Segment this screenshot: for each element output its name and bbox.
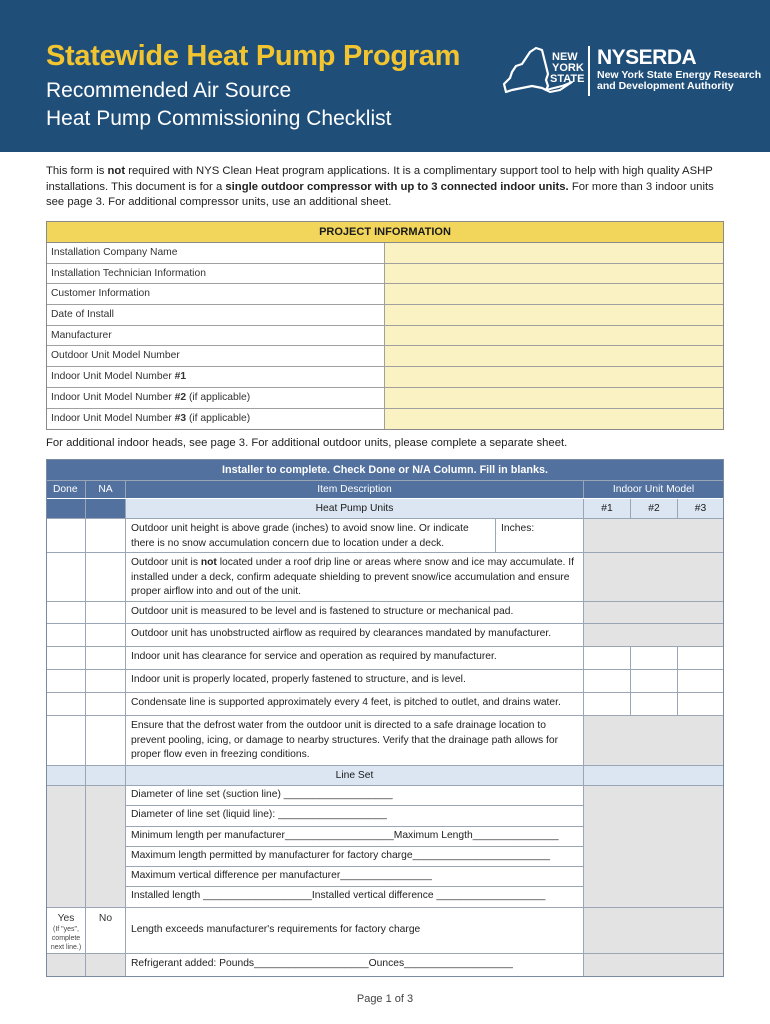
logo-divider bbox=[588, 46, 590, 96]
done-checkbox[interactable] bbox=[47, 624, 86, 646]
col-done-header: Done bbox=[47, 481, 86, 498]
na-checkbox[interactable] bbox=[86, 716, 126, 765]
page-title: Statewide Heat Pump Program bbox=[46, 40, 461, 72]
item-description: Outdoor unit is not located under a roof drip line or areas where snow and ice may accumulate. If installed under a deck, confirm adequate shielding to prevent snow/ice accumulation and ensure proper airflow into and out of the unit. bbox=[126, 553, 584, 601]
project-info-label: Installation Technician Information bbox=[47, 264, 385, 284]
project-info-row bbox=[47, 367, 723, 388]
project-information-heading: PROJECT INFORMATION bbox=[47, 222, 723, 243]
liquid-line-diameter-field[interactable]: Diameter of line set (liquid line): ___________________ bbox=[126, 806, 583, 826]
col-indoor-unit-model-header: Indoor Unit Model bbox=[584, 481, 723, 498]
project-info-input[interactable] bbox=[385, 264, 723, 284]
project-info-label: Customer Information bbox=[47, 284, 385, 304]
project-info-row bbox=[47, 326, 723, 347]
max-length-factory-charge-field[interactable]: Maximum length permitted by manufacturer for factory charge________________________ bbox=[126, 847, 583, 867]
logo-word-state: STATE bbox=[550, 73, 585, 85]
unit-cells-disabled bbox=[584, 553, 723, 601]
page-subtitle-line1: Recommended Air Source bbox=[46, 79, 292, 102]
yes-checkbox[interactable]: Yes (If "yes", complete next line.) bbox=[47, 908, 86, 953]
item-description: Indoor unit has clearance for service and operation as required by manufacturer. bbox=[126, 647, 584, 669]
project-info-row bbox=[47, 264, 723, 285]
project-info-input[interactable] bbox=[385, 409, 723, 430]
na-checkbox[interactable] bbox=[86, 670, 126, 692]
project-info-label: Outdoor Unit Model Number bbox=[47, 346, 385, 366]
max-vertical-difference-field[interactable]: Maximum vertical difference per manufacturer________________ bbox=[126, 867, 583, 887]
inches-field[interactable]: Inches: bbox=[496, 519, 584, 552]
item-description: Condensate line is supported approximately every 4 feet, is pitched to outlet, and drains water. bbox=[126, 693, 584, 715]
page-subtitle-line2: Heat Pump Commissioning Checklist bbox=[46, 107, 392, 130]
done-checkbox[interactable] bbox=[47, 553, 86, 601]
done-checkbox[interactable] bbox=[47, 519, 86, 552]
unit-2-checkbox[interactable] bbox=[631, 647, 678, 669]
project-info-label: Date of Install bbox=[47, 305, 385, 325]
project-information-table bbox=[46, 221, 724, 430]
done-checkbox[interactable] bbox=[47, 670, 86, 692]
na-checkbox[interactable] bbox=[86, 693, 126, 715]
done-checkbox[interactable] bbox=[47, 693, 86, 715]
unit-cells-disabled bbox=[584, 624, 723, 646]
project-info-input[interactable] bbox=[385, 346, 723, 366]
header-banner bbox=[0, 0, 770, 152]
unit-1-checkbox[interactable] bbox=[584, 647, 631, 669]
project-info-label: Installation Company Name bbox=[47, 243, 385, 263]
na-checkbox[interactable] bbox=[86, 602, 126, 623]
project-info-row bbox=[47, 284, 723, 305]
section-heat-pump-units: Heat Pump Units bbox=[126, 499, 584, 518]
unit-1-checkbox[interactable] bbox=[584, 670, 631, 692]
project-info-row bbox=[47, 409, 723, 430]
nyserda-subtitle-2: and Development Authority bbox=[597, 80, 734, 92]
logo-word-york: YORK bbox=[552, 62, 584, 74]
installed-length-field[interactable]: Installed length ___________________Installed vertical difference ___________________ bbox=[131, 890, 546, 902]
no-checkbox[interactable]: No bbox=[86, 908, 126, 953]
na-checkbox[interactable] bbox=[86, 553, 126, 601]
project-info-label: Indoor Unit Model Number #3 (if applicable) bbox=[47, 409, 385, 430]
col-item-description-header: Item Description bbox=[126, 481, 584, 498]
done-checkbox[interactable] bbox=[47, 602, 86, 623]
section-line-set: Line Set bbox=[126, 766, 584, 785]
item-description: Ensure that the defrost water from the outdoor unit is directed to a safe drainage location to prevent pooling, icing, or damage to nearby structures. Verify that the drainage path allows for proper flow even in freezing conditions. bbox=[126, 716, 584, 765]
project-info-row bbox=[47, 305, 723, 326]
logo-word-new: NEW bbox=[552, 51, 578, 63]
min-max-length-field[interactable]: Minimum length per manufacturer___________________Maximum Length_______________ bbox=[126, 827, 583, 847]
new-york-state-logo bbox=[502, 44, 585, 100]
unit-3-checkbox[interactable] bbox=[678, 670, 723, 692]
unit-cells-disabled bbox=[584, 716, 723, 765]
yes-note: (If "yes", complete next line.) bbox=[50, 926, 82, 951]
item-description: Outdoor unit height is above grade (inches) to avoid snow line. Or indicate there is no snow accumulation concern due to location under a deck. bbox=[126, 519, 496, 552]
done-checkbox[interactable] bbox=[47, 716, 86, 765]
project-info-row bbox=[47, 388, 723, 409]
unit-1-checkbox[interactable] bbox=[584, 693, 631, 715]
project-info-row bbox=[47, 346, 723, 367]
na-checkbox[interactable] bbox=[86, 519, 126, 552]
item-description: Outdoor unit is measured to be level and is fastened to structure or mechanical pad. bbox=[126, 602, 584, 623]
intro-paragraph: This form is not required with NYS Clean Heat program applications. It is a complimentary support tool to help with high quality ASHP installations. This document is for a single outdoor compressor with up to 3 connected indoor units. For more than 3 indoor units see page 3. For additional compressor units, use an additional sheet. bbox=[46, 165, 714, 208]
na-checkbox[interactable] bbox=[86, 647, 126, 669]
unit-3-checkbox[interactable] bbox=[678, 693, 723, 715]
item-description: Indoor unit is properly located, properly fastened to structure, and is level. bbox=[126, 670, 584, 692]
project-info-input[interactable] bbox=[385, 243, 723, 263]
project-info-input[interactable] bbox=[385, 284, 723, 304]
nyserda-subtitle-1: New York State Energy Research bbox=[597, 69, 762, 81]
unit-2-checkbox[interactable] bbox=[631, 670, 678, 692]
unit-col-2: #2 bbox=[631, 499, 678, 518]
project-info-row bbox=[47, 243, 723, 264]
unit-col-1: #1 bbox=[584, 499, 631, 518]
project-info-input[interactable] bbox=[385, 305, 723, 325]
unit-3-checkbox[interactable] bbox=[678, 647, 723, 669]
checklist-table bbox=[46, 459, 724, 977]
unit-col-3: #3 bbox=[678, 499, 723, 518]
project-info-label: Indoor Unit Model Number #1 bbox=[47, 367, 385, 387]
project-info-input[interactable] bbox=[385, 388, 723, 408]
line-set-fields bbox=[126, 786, 584, 907]
project-info-input[interactable] bbox=[385, 326, 723, 346]
unit-cells-disabled bbox=[584, 602, 723, 623]
project-info-label: Indoor Unit Model Number #2 (if applicable) bbox=[47, 388, 385, 408]
unit-2-checkbox[interactable] bbox=[631, 693, 678, 715]
project-info-input[interactable] bbox=[385, 367, 723, 387]
suction-line-diameter-field[interactable]: Diameter of line set (suction line) ___________________ bbox=[126, 786, 583, 806]
page-number: Page 1 of 3 bbox=[356, 993, 414, 1005]
na-checkbox[interactable] bbox=[86, 624, 126, 646]
unit-cells-disabled bbox=[584, 519, 723, 552]
nyserda-logo: NYSERDA bbox=[597, 46, 697, 69]
item-description: Outdoor unit has unobstructed airflow as required by clearances mandated by manufacturer. bbox=[126, 624, 584, 646]
additional-units-note: For additional indoor heads, see page 3. For additional outdoor units, please complete a separate sheet. bbox=[46, 437, 568, 449]
refrigerant-added-field[interactable]: Refrigerant added: Pounds____________________Ounces___________________ bbox=[126, 954, 584, 976]
exceeds-requirements-text: Length exceeds manufacturer's requirements for factory charge bbox=[126, 908, 584, 953]
col-na-header: NA bbox=[86, 481, 126, 498]
project-info-label: Manufacturer bbox=[47, 326, 385, 346]
done-checkbox[interactable] bbox=[47, 647, 86, 669]
checklist-banner: Installer to complete. Check Done or N/A Column. Fill in blanks. bbox=[47, 460, 723, 480]
